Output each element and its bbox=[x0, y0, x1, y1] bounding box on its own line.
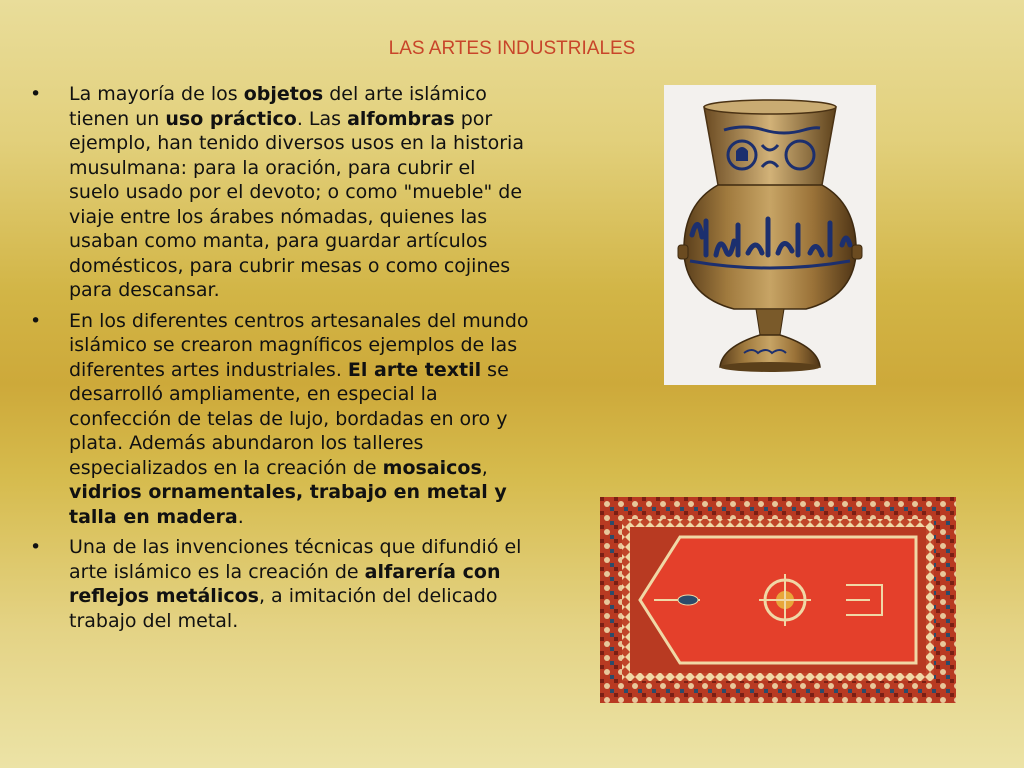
bullet-dot: • bbox=[30, 309, 42, 332]
bullet-text: En los diferentes centros artesanales del mundo islámico se crearon magníficos ejemplos de las diferentes artes industriales. bbox=[69, 309, 529, 381]
bullet-bold-text: alfarería con reflejos metálicos bbox=[69, 560, 501, 607]
bullet-item bbox=[30, 535, 530, 633]
prayer-rug-illustration bbox=[600, 497, 956, 703]
bullet-item bbox=[30, 309, 530, 530]
bullet-text: . Las bbox=[296, 107, 348, 130]
bullet-dot: • bbox=[30, 83, 42, 105]
bullet-bold-text: objetos bbox=[243, 83, 324, 105]
bullet-text: por ejemplo, han tenido diversos usos en la historia musulmana: para la oración, para cubrir el suelo usado por el devoto; o como "mueble" de viaje entre los árabes nómadas, quienes las usaban como manta, para guardar artículos domésticos, para cubrir mesas o como cojines para descansar. bbox=[69, 107, 524, 301]
bullet-text: del arte islámico tienen un bbox=[69, 83, 487, 130]
bullet-text: , a imitación del delicado trabajo del metal. bbox=[69, 585, 498, 632]
bullet-text: . bbox=[237, 505, 244, 528]
bullet-bold-text: El arte textil bbox=[347, 358, 482, 381]
bullet-dot: • bbox=[30, 536, 42, 558]
bullet-text: , bbox=[481, 456, 488, 479]
bullet-bold-text: alfombras bbox=[347, 107, 455, 130]
mosque-lamp-image bbox=[664, 85, 876, 385]
bullet-bold-text: vidrios ornamentales, trabajo en metal y talla en madera bbox=[69, 481, 507, 528]
bullet-item bbox=[30, 82, 530, 303]
bullet-bold-text: uso práctico bbox=[165, 107, 297, 130]
bullet-list bbox=[30, 82, 530, 639]
mosque-lamp-illustration bbox=[664, 85, 876, 385]
bullet-text: se desarrolló ampliamente, en especial la confección de telas de lujo, bordadas en oro y plata. Además abundaron los talleres especializados en la creación de bbox=[69, 358, 509, 479]
bullet-text: La mayoría de los bbox=[69, 83, 244, 105]
prayer-rug-image bbox=[600, 497, 956, 703]
slide-title: LAS ARTES INDUSTRIALES bbox=[388, 38, 636, 59]
bullet-bold-text: mosaicos bbox=[382, 456, 482, 479]
bullet-text: Una de las invenciones técnicas que difundió el arte islámico es la creación de bbox=[69, 536, 522, 583]
